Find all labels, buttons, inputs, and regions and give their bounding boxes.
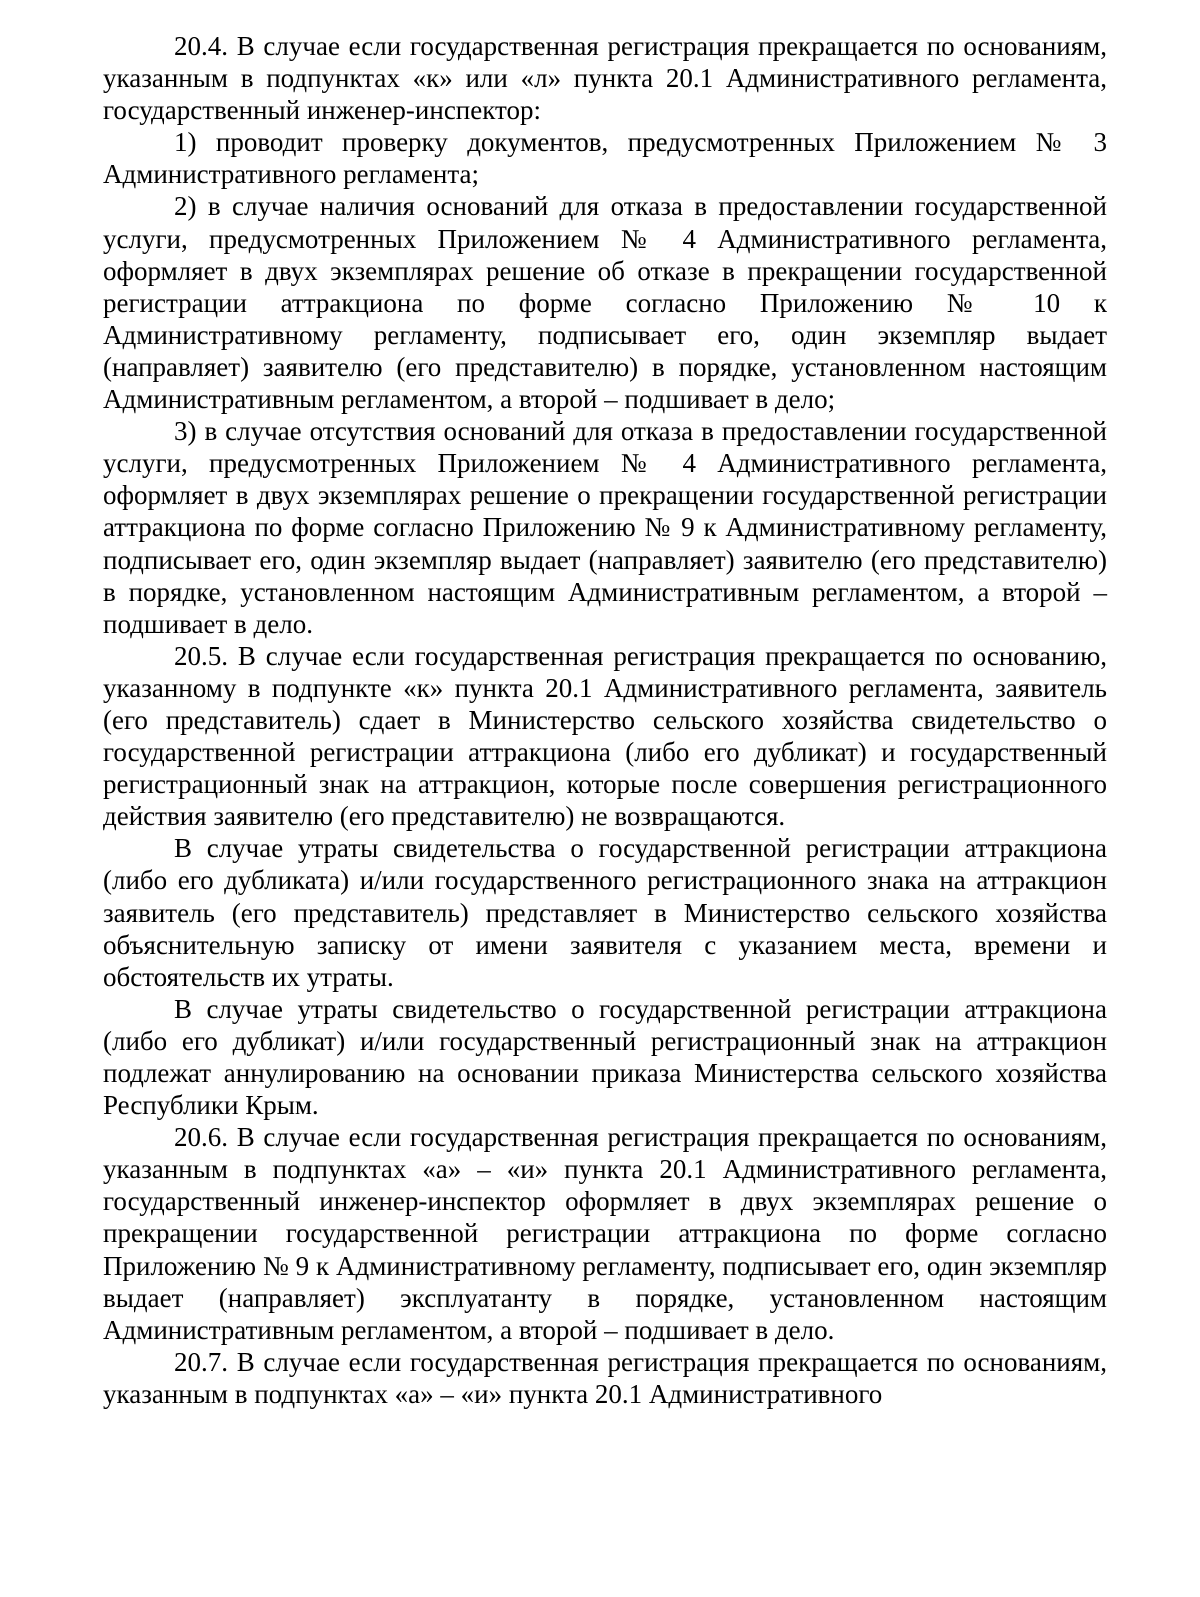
document-page (103, 30, 1107, 1410)
paragraph-20-5-loss: В случае утраты свидетельства о государственной регистрации аттракциона (либо его дубликата) и/или государственного регистрационного знака на аттракцион заявитель (его представитель) представляет в Министерство сельского хозяйства объяснительную записку от имени заявителя с указанием места, времени и обстоятельств их утраты. (103, 833, 1107, 992)
paragraph-20-4: 20.4. В случае если государственная регистрация прекращается по основаниям, указанным в подпунктах «к» или «л» пункта 20.1 Административного регламента, государственный инженер-инспектор: (103, 31, 1107, 126)
paragraph-20-5: 20.5. В случае если государственная регистрация прекращается по основанию, указанному в подпункте «к» пункта 20.1 Административного регламента, заявитель (его представитель) сдает в Министерство сельского хозяйства свидетельство о государственной регистрации аттракциона (либо его дубликат) и государственный регистрационный знак на аттракцион, которые после совершения регистрационного действия заявителю (его представителю) не возвращаются. (103, 640, 1107, 832)
paragraph-20-4-item-2: 2) в случае наличия оснований для отказа в предоставлении государственной услуги, предусмотренных Приложением № 4 Административного регламента, оформляет в двух экземплярах решение об отказе в прекращении государственной регистрации аттракциона по форме согласно Приложению № 10 к Административному регламенту, подписывает его, один экземпляр выдает (направляет) заявителю (его представителю) в порядке, установленном настоящим Административным регламентом, а второй – подшивает в дело; (103, 191, 1107, 415)
paragraph-20-7: 20.7. В случае если государственная регистрация прекращается по основаниям, указанным в подпунктах «а» – «и» пункта 20.1 Административного (103, 1346, 1107, 1409)
paragraph-20-4-item-1: 1) проводит проверку документов, предусмотренных Приложением № 3 Административного регламента; (103, 127, 1107, 190)
paragraph-20-5-annulment: В случае утраты свидетельство о государственной регистрации аттракциона (либо его дубликат) и/или государственный регистрационный знак на аттракцион подлежат аннулированию на основании приказа Министерства сельского хозяйства Республики Крым. (103, 993, 1107, 1121)
paragraph-20-6: 20.6. В случае если государственная регистрация прекращается по основаниям, указанным в подпунктах «а» – «и» пункта 20.1 Административного регламента, государственный инженер-инспектор оформляет в двух экземплярах решение о прекращении государственной регистрации аттракциона по форме согласно Приложению № 9 к Административному регламенту, подписывает его, один экземпляр выдает (направляет) эксплуатанту в порядке, установленном настоящим Административным регламентом, а второй – подшивает в дело. (103, 1122, 1107, 1345)
paragraph-20-4-item-3: 3) в случае отсутствия оснований для отказа в предоставлении государственной услуги, предусмотренных Приложением № 4 Административного регламента, оформляет в двух экземплярах решение о прекращении государственной регистрации аттракциона по форме согласно Приложению № 9 к Административному регламенту, подписывает его, один экземпляр выдает (направляет) заявителю (его представителю) в порядке, установленном настоящим Административным регламентом, а второй – подшивает в дело. (103, 416, 1107, 639)
